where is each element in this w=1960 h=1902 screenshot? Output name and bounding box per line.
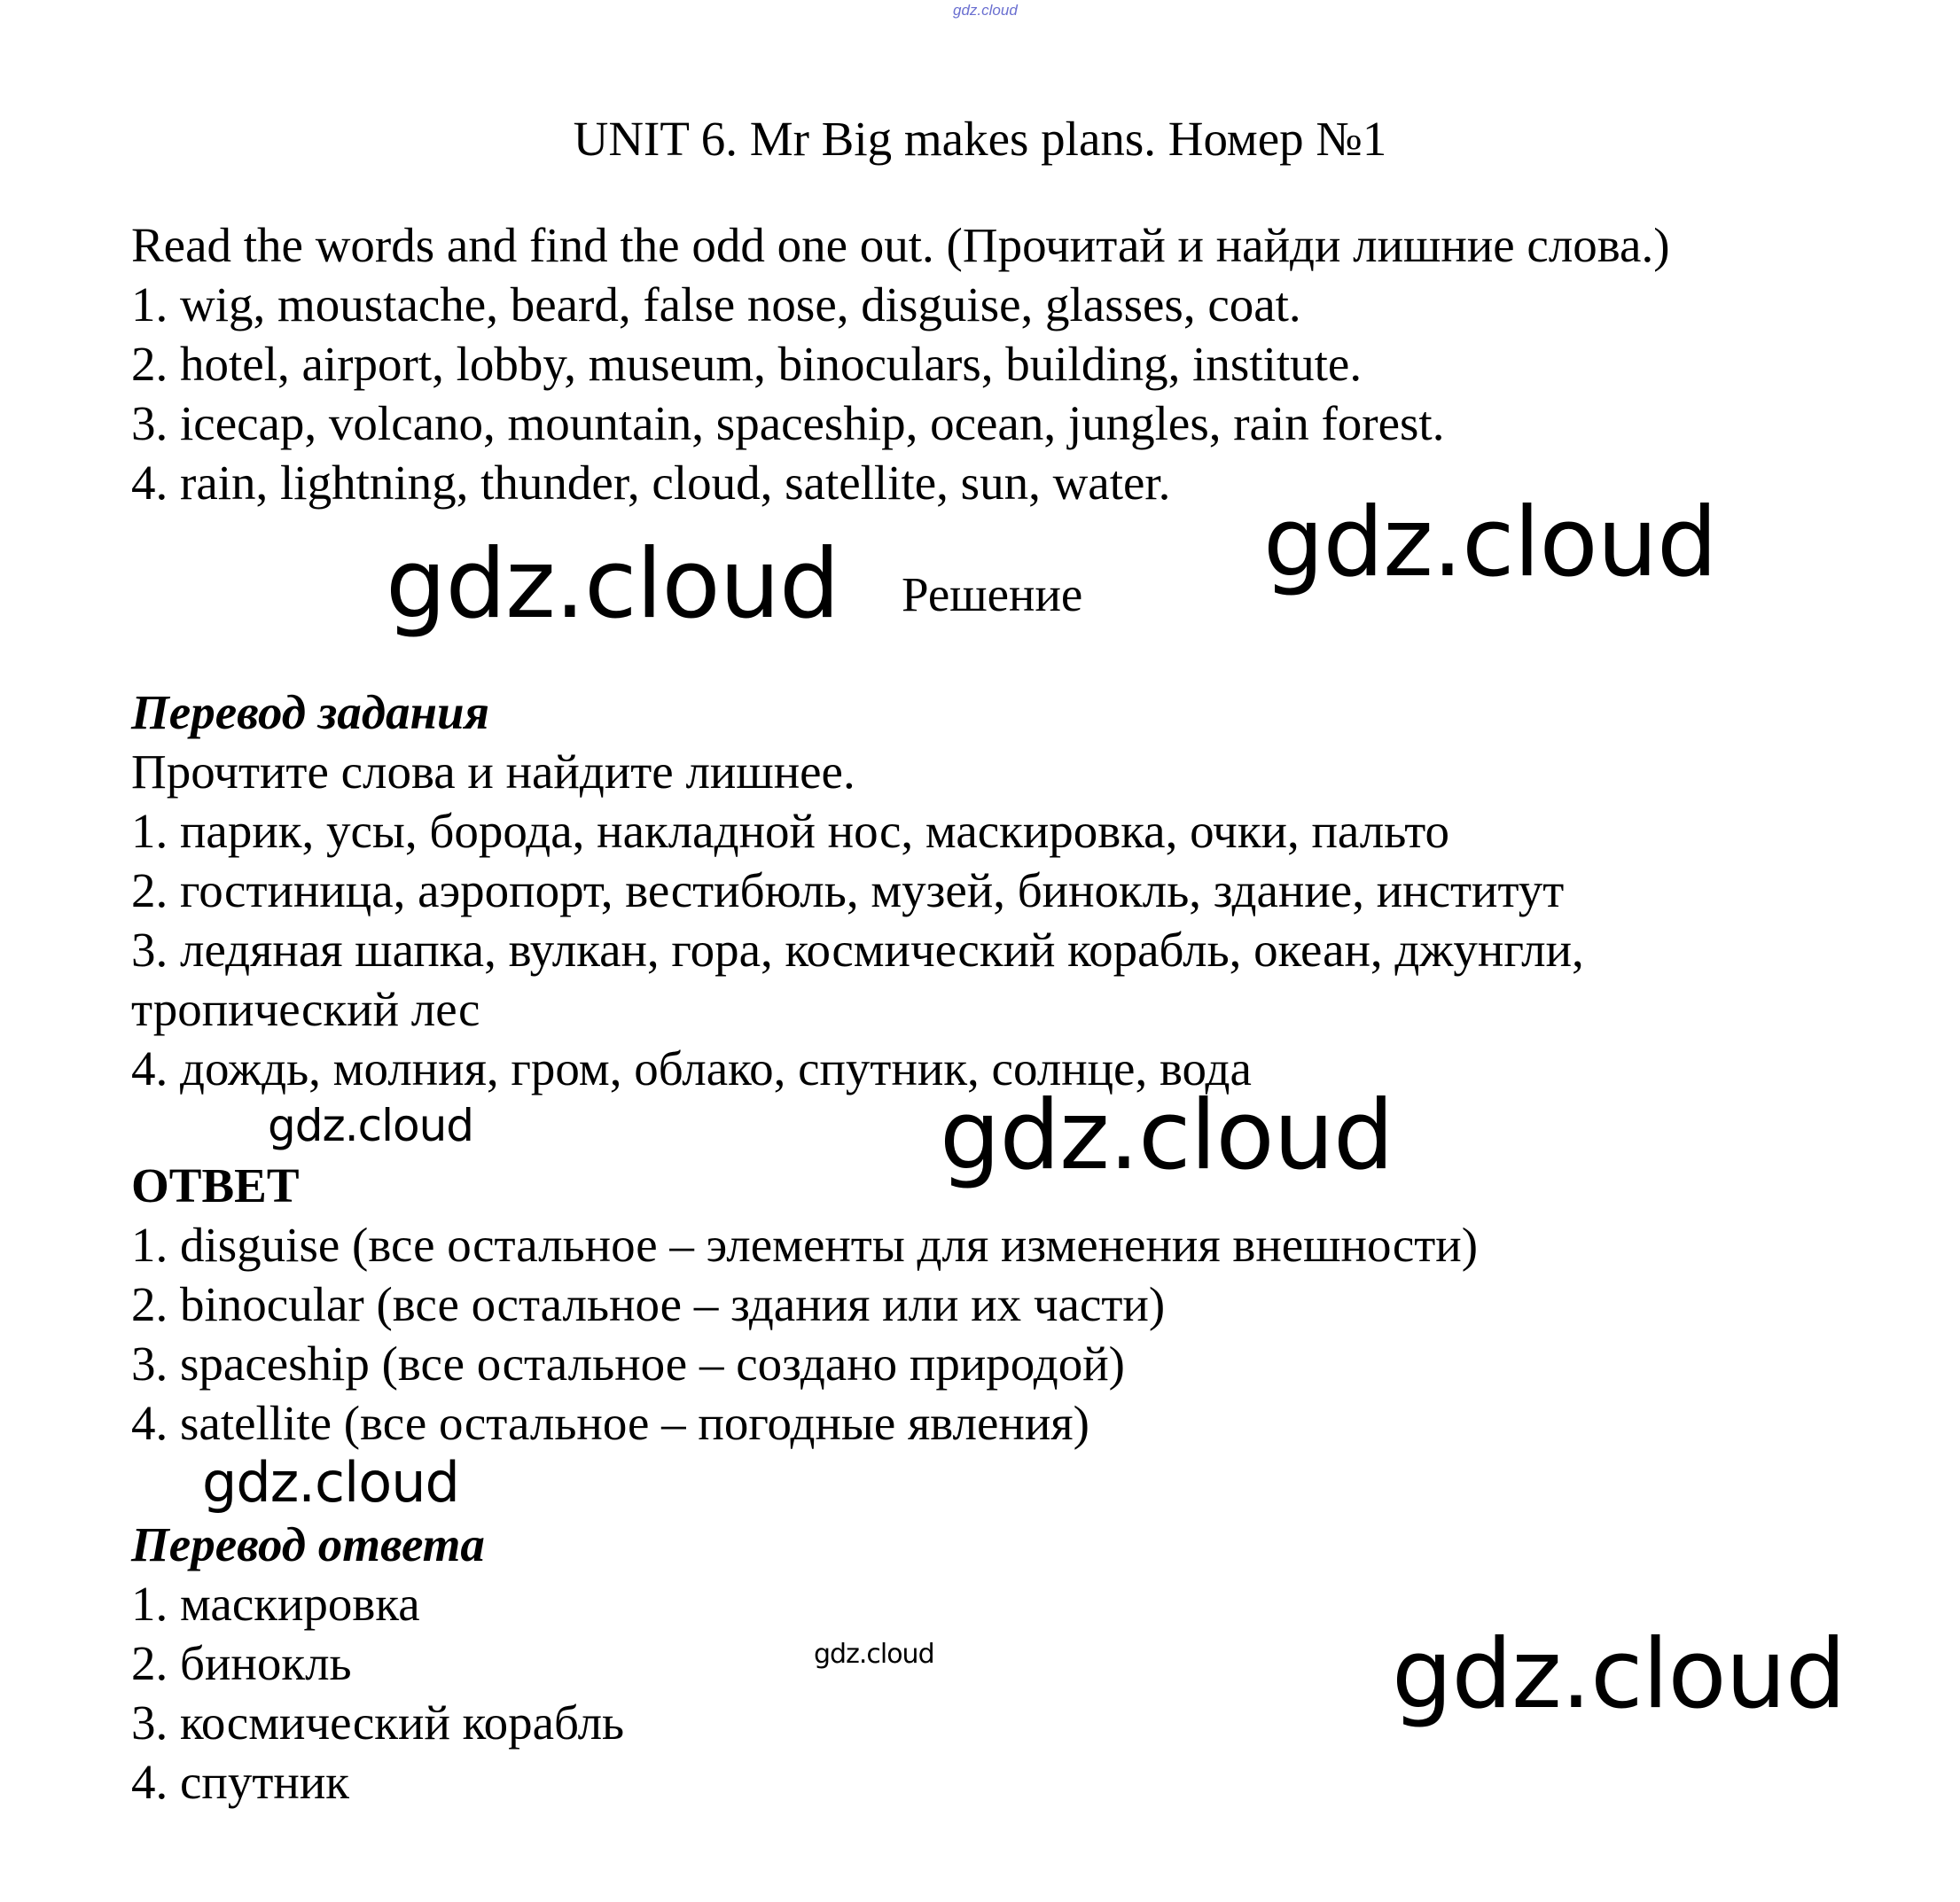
- translation-answer-heading: Перевод ответа: [131, 1517, 485, 1571]
- task-instruction: Read the words and find the odd one out. (Прочитай и найди лишние слова.): [131, 218, 1670, 272]
- watermark: gdz.cloud: [202, 1450, 459, 1515]
- translation-task-instruction: Прочтите слова и найдите лишнее.: [131, 744, 855, 799]
- watermark: gdz.cloud: [268, 1100, 474, 1151]
- solution-label: Решение: [902, 567, 1083, 621]
- translation-answer-item: 4. спутник: [131, 1755, 349, 1809]
- watermark: gdz.cloud: [1392, 1619, 1846, 1730]
- watermark: gdz.cloud: [940, 1080, 1394, 1191]
- watermark: gdz.cloud: [814, 1639, 934, 1670]
- translation-task-item: 3. ледяная шапка, вулкан, гора, космический корабль, океан, джунгли,: [131, 923, 1584, 977]
- task-item: 1. wig, moustache, beard, false nose, disguise, glasses, coat.: [131, 277, 1301, 331]
- task-item: 3. icecap, volcano, mountain, spaceship, ocean, jungles, rain forest.: [131, 396, 1445, 450]
- answer-item: 1. disguise (все остальное – элементы для изменения внешности): [131, 1218, 1479, 1272]
- translation-task-heading: Перевод задания: [131, 685, 489, 739]
- watermark: gdz.cloud: [1263, 487, 1717, 598]
- task-item: 4. rain, lightning, thunder, cloud, satellite, sun, water.: [131, 456, 1171, 510]
- answer-item: 3. spaceship (все остальное – создано природой): [131, 1337, 1125, 1391]
- page-title: UNIT 6. Mr Big makes plans. Номер №1: [573, 112, 1387, 166]
- translation-task-item: тропический лес: [131, 982, 480, 1036]
- answer-item: 4. satellite (все остальное – погодные явления): [131, 1396, 1089, 1450]
- watermark: gdz.cloud: [386, 529, 839, 640]
- translation-task-item: 2. гостиница, аэропорт, вестибюль, музей, бинокль, здание, институт: [131, 863, 1565, 917]
- translation-answer-item: 1. маскировка: [131, 1577, 420, 1631]
- task-item: 2. hotel, airport, lobby, museum, binoculars, building, institute.: [131, 337, 1363, 391]
- translation-task-item: 1. парик, усы, борода, накладной нос, маскировка, очки, пальто: [131, 804, 1450, 858]
- answer-heading: ОТВЕТ: [131, 1158, 300, 1212]
- header-watermark: gdz.cloud: [953, 2, 1018, 19]
- translation-answer-item: 3. космический корабль: [131, 1695, 625, 1750]
- translation-task-item: 4. дождь, молния, гром, облако, спутник, солнце, вода: [131, 1041, 1252, 1095]
- answer-item: 2. binocular (все остальное – здания или их части): [131, 1277, 1166, 1331]
- translation-answer-item: 2. бинокль: [131, 1636, 352, 1690]
